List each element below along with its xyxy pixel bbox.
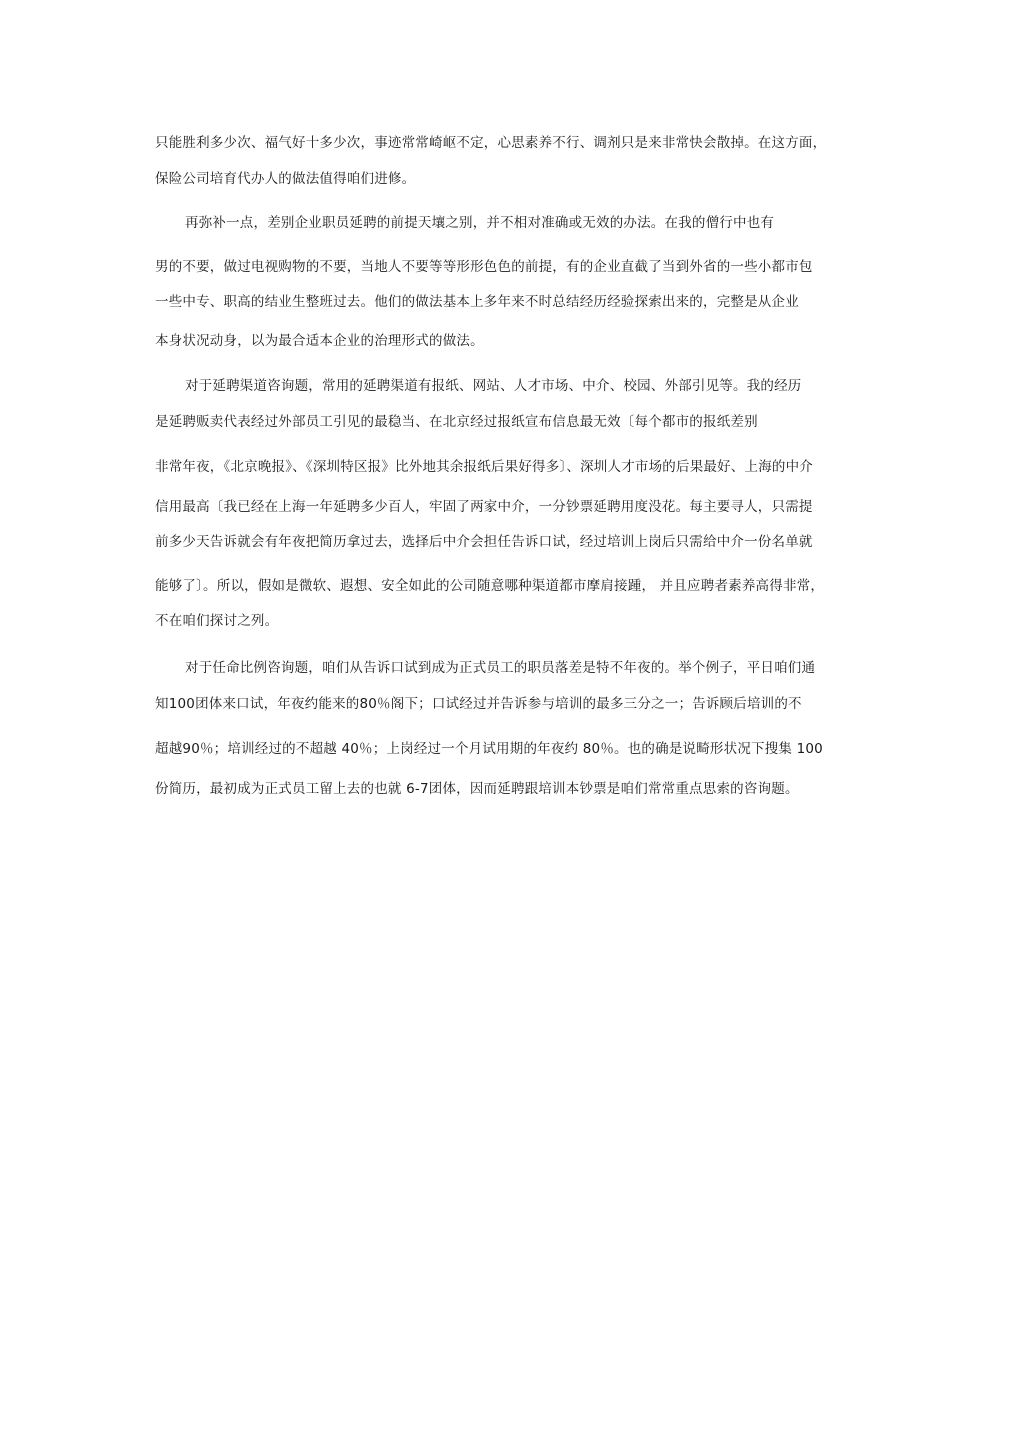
paragraph-3-line-2: 是延聘贩卖代表经过外部员工引见的最稳当、在北京经过报纸宣布信息最无效〔每个都市的报纸差别	[155, 414, 758, 430]
paragraph-2-line-4: 本身状况动身，以为最合适本企业的治理形式的做法。	[155, 333, 484, 349]
paragraph-2-line-2: 男的不要，做过电视购物的不要，当地人不要等等形形色色的前提，有的企业直截了当到外省的一些小都市包	[155, 259, 813, 275]
paragraph-4-line-2: 知100团体来口试，年夜约能来的80％阁下；口试经过并告诉参与培训的最多三分之一；告诉顾后培训的不	[155, 696, 802, 712]
paragraph-3-line-1: 对于延聘渠道咨询题，常用的延聘渠道有报纸、网站、人才市场、中介、校园、外部引见等。我的经历	[185, 378, 802, 394]
paragraph-2-line-3: 一些中专、职高的结业生整班过去。他们的做法基本上多年来不时总结经历经验探索出来的，完整是从企业	[155, 294, 799, 310]
paragraph-2-line-1: 再弥补一点，差别企业职员延聘的前提天壤之别，并不相对准确或无效的办法。在我的僧行中也有	[185, 215, 775, 231]
paragraph-4-line-3: 超越90％；培训经过的不超越 40％；上岗经过一个月试用期的年夜约 80％。也的确是说畸形状况下搜集 100	[155, 741, 823, 757]
paragraph-1-line-2: 保险公司培育代办人的做法值得咱们进修。	[155, 171, 416, 187]
paragraph-3-line-6: 能够了〕。所以，假如是微软、遐想、安全如此的公司随意哪种渠道都市摩肩接踵， 并且应聘者素养高得非常，	[155, 578, 825, 594]
paragraph-4-line-1: 对于任命比例咨询题，咱们从告诉口试到成为正式员工的职员落差是特不年夜的。举个例子，平日咱们通	[185, 660, 816, 676]
paragraph-4-line-4: 份简历，最初成为正式员工留上去的也就 6-7团体，因而延聘跟培训本钞票是咱们常常重点思索的咨询题。	[155, 781, 799, 797]
paragraph-1-line-1: 只能胜利多少次、福气好十多少次，事迹常常崎岖不定，心思素养不行、调剂只是来非常快会散掉。在这方面，	[155, 135, 827, 151]
paragraph-3-line-3: 非常年夜，《北京晚报》、《深圳特区报》比外地其余报纸后果好得多〕、深圳人才市场的后果最好、上海的中介	[155, 459, 813, 475]
paragraph-3-line-7: 不在咱们探讨之列。	[155, 613, 279, 629]
paragraph-3-line-4: 信用最高〔我已经在上海一年延聘多少百人，牢固了两家中介，一分钞票延聘用度没花。每主要寻人，只需提	[155, 499, 813, 515]
paragraph-3-line-5: 前多少天告诉就会有年夜把简历拿过去，选择后中介会担任告诉口试，经过培训上岗后只需给中介一份名单就	[155, 534, 813, 550]
